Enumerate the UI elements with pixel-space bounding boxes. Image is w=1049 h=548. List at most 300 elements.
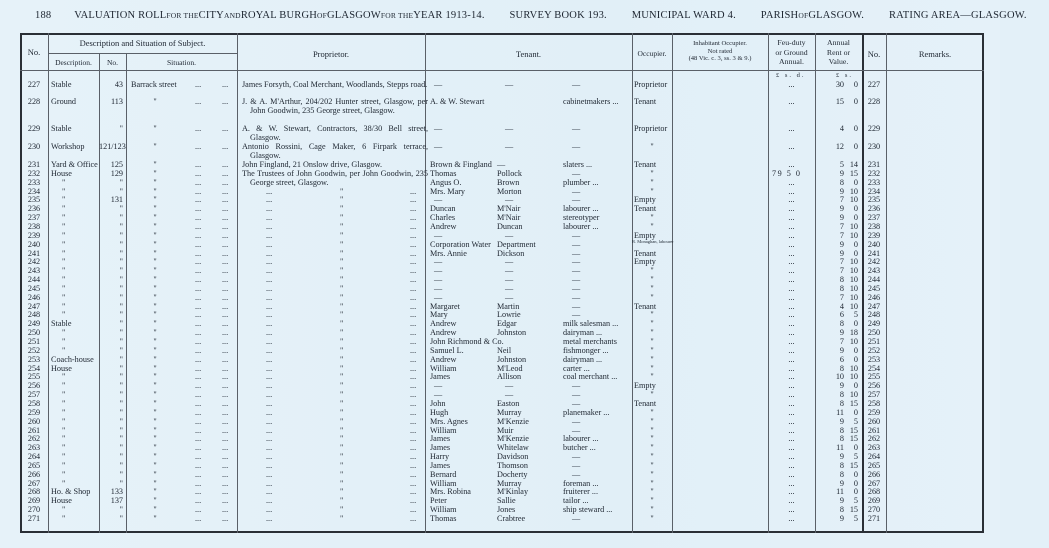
situation-leader: ... [195, 505, 202, 515]
tenant-designation: — [572, 398, 581, 408]
row-number: 236 [27, 204, 41, 214]
situation-leader: ... [222, 186, 229, 196]
proprietor-leader: ... [410, 213, 417, 223]
tenant-designation: labourer ... [563, 221, 599, 231]
occupier: " [650, 213, 654, 223]
situation-leader: ... [222, 337, 229, 346]
situation-leader: ... [195, 443, 202, 453]
occupier: " [650, 186, 654, 196]
tenant-first-name: Corporation Water [430, 239, 491, 249]
situation-leader: ... [222, 160, 229, 169]
tenant-designation: — [572, 381, 581, 391]
subject-number: 43 [114, 80, 123, 89]
proprietor-leader: ... [410, 328, 417, 338]
situation-leader: ... [195, 434, 202, 444]
row-number: 264 [27, 452, 41, 462]
tenant-surname: — [505, 257, 514, 267]
header-feu-line1: Feu-duty [777, 38, 806, 47]
feu-duty: ... [788, 177, 795, 187]
proprietor-ditto: " [340, 425, 344, 435]
row-number-right: 240 [867, 239, 881, 249]
rent-pounds: 8 [839, 398, 844, 408]
situation-leader: ... [195, 416, 202, 426]
subject-number: " [119, 230, 123, 240]
proprietor-leader: ... [410, 275, 417, 285]
occupier: " [650, 292, 654, 302]
row-number-right: 264 [867, 452, 881, 462]
tenant-first-name: A. & W. Stewart [430, 97, 485, 106]
situation-leader: ... [195, 398, 202, 408]
feu-duty: ... [788, 213, 795, 223]
row-number: 249 [27, 319, 41, 329]
tenant-designation: — [572, 257, 581, 267]
situation-ditto: " [153, 204, 157, 214]
tenant-first-name: Brown & Fingland [430, 160, 492, 169]
situation-leader: ... [195, 363, 202, 373]
tenant-first-name: John Richmond & Co. [430, 337, 504, 346]
situation-leader: ... [222, 292, 229, 302]
row-number: 256 [27, 381, 41, 391]
occupier: " [650, 283, 654, 293]
tenant-first-name: — [434, 80, 443, 89]
header-inhabitant-line3: (48 Vic. c. 3, ss. 3 & 9.) [688, 55, 752, 62]
tenant-designation: coal merchant ... [563, 372, 618, 382]
tenant-surname: Whitelaw [497, 443, 529, 453]
occupier: " [650, 514, 654, 523]
feu-duty: ... [788, 283, 795, 293]
rent-pounds: 7 [839, 266, 844, 276]
situation-ditto: " [153, 452, 157, 462]
subject-number: " [119, 425, 123, 435]
rent-shillings: 10 [849, 283, 858, 293]
tenant-first-name: Harry [430, 452, 450, 462]
row-number: 235 [27, 195, 41, 205]
tenant-designation: — [572, 469, 581, 479]
header-bottom-rule [20, 70, 984, 71]
situation-leader: ... [195, 390, 202, 400]
header-tenant: Tenant. [515, 49, 542, 59]
subject-number: 113 [111, 97, 123, 106]
tenant-first-name: — [434, 266, 443, 276]
occupier: Tenant [634, 204, 657, 214]
situation-ditto: " [153, 275, 157, 285]
feu-duty: ... [788, 142, 795, 151]
subject-number: " [119, 186, 123, 196]
description-ditto: " [62, 257, 66, 267]
subject-number: " [119, 398, 123, 408]
row-number-right: 256 [867, 381, 881, 391]
proprietor-leader: ... [410, 460, 417, 470]
proprietor-ditto: " [340, 434, 344, 444]
rent-pounds: 9 [839, 168, 844, 178]
rent-shillings: 18 [849, 328, 858, 338]
tenant-designation: — [572, 416, 581, 426]
situation-leader: ... [222, 354, 229, 364]
rent-pounds: 9 [839, 186, 844, 196]
feu-duty: ... [788, 487, 795, 497]
situation-ditto: " [153, 186, 157, 196]
subject-number: " [119, 310, 123, 320]
header-proprietor: Proprietor. [312, 49, 350, 59]
row-number-right: 248 [867, 310, 881, 320]
subject-number: " [119, 452, 123, 462]
row-description: Ho. & Shop [51, 487, 91, 497]
proprietor-ditto: " [340, 487, 344, 497]
tenant-surname: Easton [497, 398, 520, 408]
tenant-designation: slaters ... [563, 160, 593, 169]
tenant-designation: carter ... [563, 363, 590, 373]
tenant-first-name: — [434, 292, 443, 302]
tenant-first-name: — [434, 195, 443, 205]
tenant-surname: — [505, 195, 514, 205]
situation-ditto: " [153, 337, 157, 346]
situation-leader: ... [195, 195, 202, 205]
tenant-first-name: Thomas [430, 514, 457, 523]
occupier: " [650, 505, 654, 515]
occupier-note [632, 239, 672, 244]
proprietor-ditto: " [340, 221, 344, 231]
tenant-surname: — [505, 283, 514, 293]
situation-ditto: " [153, 469, 157, 479]
row-number-right: 238 [867, 221, 881, 231]
occupier: " [650, 275, 654, 285]
header-remarks: Remarks. [918, 49, 952, 59]
title-fragment: VALUATION ROLL [74, 10, 167, 21]
proprietor-leader: ... [410, 469, 417, 479]
row-number-right: 230 [867, 142, 881, 151]
row-number: 269 [27, 496, 41, 506]
rent-pounds: 9 [839, 416, 844, 426]
situation-leader: ... [195, 230, 202, 240]
description-ditto: " [62, 416, 66, 426]
situation-leader: ... [195, 213, 202, 223]
description-ditto: " [62, 230, 66, 240]
tenant-first-name: William [430, 478, 457, 488]
tenant-designation: foreman ... [563, 478, 599, 488]
description-ditto: " [62, 398, 66, 408]
situation-ditto: " [153, 514, 157, 523]
title-fragment: YEAR 1913-14. [413, 10, 485, 21]
tenant-first-name: Duncan [430, 204, 456, 214]
situation-leader: ... [222, 168, 229, 178]
header-inhabitant-line1: Inhabitant Occupier. [693, 40, 747, 47]
tenant-first-name: William [430, 363, 457, 373]
tenant-designation: — [572, 283, 581, 293]
occupier: " [650, 345, 654, 355]
row-number-right: 253 [867, 354, 881, 364]
title-fragment: GLASGOW [327, 10, 381, 21]
situation-leader: ... [222, 266, 229, 276]
rent-pounds: 30 [835, 80, 844, 89]
row-number: 230 [27, 142, 41, 151]
rent-pounds: 7 [839, 257, 844, 267]
tenant-surname: Sallie [497, 496, 516, 506]
tenant-first-name: Angus O. [430, 177, 462, 187]
row-number-right: 227 [867, 80, 881, 89]
tenant-first-name: Charles [430, 213, 456, 223]
proprietor-leader: ... [266, 425, 273, 435]
rent-pounds: 11 [836, 443, 844, 453]
tenant-first-name: Margaret [430, 301, 460, 311]
row-number: 267 [27, 478, 41, 488]
description-ditto: " [62, 328, 66, 338]
row-number: 234 [27, 186, 41, 196]
header-annual-rent [815, 38, 862, 67]
subject-number: " [119, 434, 123, 444]
occupier: " [650, 407, 654, 417]
tenant-first-name: William [430, 505, 457, 515]
occupier: " [650, 452, 654, 462]
description-ditto: " [62, 443, 66, 453]
situation-ditto: " [153, 434, 157, 444]
occupier: " [650, 354, 654, 364]
situation-ditto: " [153, 487, 157, 497]
situation-ditto: " [153, 292, 157, 302]
rent-shillings: 15 [849, 425, 858, 435]
row-number: 255 [27, 372, 41, 382]
tenant-surname: Docherty [497, 469, 528, 479]
rent-pounds: 11 [836, 407, 844, 417]
title-fragment: GLASGOW. [808, 10, 865, 21]
subject-number: " [119, 221, 123, 231]
tenant-first-name: — [434, 390, 443, 400]
feu-duty: ... [788, 452, 795, 462]
proprietor: A. & W. Stewart, Contractors, 38/30 Bell street, Glasgow. [242, 124, 428, 143]
rent-shillings: 10 [849, 337, 858, 346]
row-number-right: 246 [867, 292, 881, 302]
situation-ditto: " [153, 239, 157, 249]
tenant-surname: Department [497, 239, 536, 249]
proprietor-leader: ... [266, 319, 273, 329]
row-number-right: 260 [867, 416, 881, 426]
situation-leader: ... [222, 478, 229, 488]
subject-number: " [119, 469, 123, 479]
rent-pounds: 8 [839, 319, 844, 329]
proprietor-leader: ... [410, 204, 417, 214]
situation-ditto: " [153, 460, 157, 470]
row-number: 229 [27, 124, 41, 133]
rent-pounds: 12 [835, 142, 844, 151]
tenant-first-name: James [430, 434, 451, 444]
description-ditto: " [62, 204, 66, 214]
tenant-designation: — [572, 301, 581, 311]
tenant-surname: Murray [497, 478, 522, 488]
rent-shillings: 0 [853, 80, 858, 89]
row-number: 257 [27, 390, 41, 400]
rent-shillings: 10 [849, 301, 858, 311]
occupier: " [650, 425, 654, 435]
situation-ditto: " [153, 310, 157, 320]
rent-pounds: 7 [839, 292, 844, 302]
row-number-right: 270 [867, 505, 881, 515]
rent-shillings: 0 [853, 204, 858, 214]
proprietor-leader: ... [410, 443, 417, 453]
row-number: 232 [27, 168, 41, 178]
proprietor-leader: ... [410, 221, 417, 231]
rent-shillings: 10 [849, 195, 858, 205]
feu-duty: ... [788, 275, 795, 285]
subject-number: " [119, 257, 123, 267]
situation-leader: ... [222, 310, 229, 320]
feu-duty: ... [788, 363, 795, 373]
rent-shillings: 5 [853, 496, 858, 506]
description-ditto: " [62, 478, 66, 488]
situation-ditto: " [153, 213, 157, 223]
situation-ditto: " [153, 345, 157, 355]
tenant-surname: — [505, 292, 514, 302]
proprietor-leader: ... [266, 496, 273, 506]
row-number-right: 265 [867, 460, 881, 470]
situation-ditto: " [153, 505, 157, 515]
subject-number: " [119, 390, 123, 400]
row-number: 237 [27, 213, 41, 223]
municipal-ward: MUNICIPAL WARD 4. [631, 10, 736, 21]
proprietor-ditto: " [340, 460, 344, 470]
proprietor-leader: ... [410, 452, 417, 462]
tenant-designation: metal merchants [563, 337, 617, 346]
situation-leader: ... [222, 398, 229, 408]
situation-leader: ... [222, 213, 229, 223]
situation-leader: ... [222, 505, 229, 515]
rent-pounds: 7 [839, 337, 844, 346]
tenant-first-name: Mrs. Annie [430, 248, 467, 258]
header-feu-line3: Annual. [779, 57, 804, 66]
rent-pounds: 8 [839, 363, 844, 373]
feu-duty: ... [788, 292, 795, 302]
proprietor-leader: ... [410, 363, 417, 373]
annual-units: £ s. [836, 72, 854, 79]
tenant-designation: labourer ... [563, 434, 599, 444]
description-ditto: " [62, 186, 66, 196]
tenant-designation: fruiterer ... [563, 487, 599, 497]
row-description: Workshop [51, 142, 85, 151]
rent-shillings: 5 [853, 416, 858, 426]
description-ditto: " [62, 514, 66, 523]
feu-duty: ... [788, 186, 795, 196]
tenant-surname: — [497, 160, 506, 169]
tenant-first-name: John [430, 398, 446, 408]
row-number-right: 234 [867, 186, 881, 196]
rating-area: RATING AREA—GLASGOW. [888, 10, 1027, 21]
occupier: " [650, 310, 654, 320]
row-number: 263 [27, 443, 41, 453]
row-number-right: 258 [867, 398, 881, 408]
tenant-first-name: Andrew [430, 354, 457, 364]
situation-leader: ... [222, 487, 229, 497]
tenant-surname: M'Kinlay [497, 487, 529, 497]
occupier: " [650, 142, 654, 151]
header-description: Description. [55, 58, 92, 67]
occupier: Tenant [634, 301, 657, 311]
proprietor-leader: ... [410, 345, 417, 355]
column-rule [237, 33, 238, 533]
row-number-right: 231 [867, 160, 881, 169]
tenant-surname: Pollock [497, 168, 523, 178]
occupier: Tenant [634, 398, 657, 408]
row-number-right: 242 [867, 257, 881, 267]
situation-leader: ... [222, 381, 229, 391]
situation-leader: ... [195, 487, 202, 497]
proprietor-leader: ... [266, 292, 273, 302]
proprietor-leader: ... [410, 505, 417, 515]
subject-number: " [119, 275, 123, 285]
situation-ditto: " [153, 195, 157, 205]
occupier-note-text: R. Monaghan, labourer [632, 238, 674, 244]
situation-ditto: " [153, 319, 157, 329]
tenant-surname: — [505, 390, 514, 400]
rent-shillings: 10 [849, 186, 858, 196]
feu-duty: ... [788, 328, 795, 338]
header-occupier: Occupier. [637, 49, 667, 58]
row-number-right: 255 [867, 372, 881, 382]
feu-duty: ... [788, 416, 795, 426]
feu-duty: ... [788, 97, 795, 106]
situation-leader: ... [222, 363, 229, 373]
situation-leader: ... [195, 337, 202, 346]
tenant-designation: — [572, 425, 581, 435]
proprietor-leader: ... [266, 239, 273, 249]
feu-duty: ... [788, 398, 795, 408]
proprietor-leader: ... [266, 443, 273, 453]
rent-pounds: 5 [839, 160, 844, 169]
proprietor-leader: ... [266, 478, 273, 488]
situation-leader: ... [195, 142, 202, 151]
proprietor-leader: ... [410, 496, 417, 506]
situation-ditto: " [153, 266, 157, 276]
rent-pounds: 9 [839, 328, 844, 338]
proprietor-ditto: " [340, 469, 344, 479]
subject-number: " [119, 372, 123, 382]
tenant-designation: — [572, 452, 581, 462]
row-description: Stable [51, 80, 72, 89]
header-annual-line2: Rent or [826, 47, 851, 57]
tenant-designation: — [572, 460, 581, 470]
situation-ditto: " [153, 372, 157, 382]
proprietor: The Trustees of John Goodwin, per John Goodwin, 235 George street, Glasgow. [242, 168, 428, 188]
feu-duty: ... [788, 248, 795, 258]
proprietor-leader: ... [266, 514, 273, 523]
column-rule [48, 33, 49, 533]
feu-duty: ... [788, 469, 795, 479]
row-number: 268 [27, 487, 41, 497]
tenant-designation: — [572, 239, 581, 249]
situation-leader: ... [195, 514, 202, 523]
tenant-first-name: — [434, 257, 443, 267]
description-ditto: " [62, 434, 66, 444]
feu-units: £ s. d. [776, 72, 806, 79]
proprietor-leader: ... [266, 469, 273, 479]
situation-ditto: " [153, 97, 157, 106]
description-ditto: " [62, 239, 66, 249]
proprietor-ditto: " [340, 257, 344, 267]
tenant-first-name: William [430, 425, 457, 435]
column-rule [126, 53, 127, 533]
row-number: 240 [27, 239, 41, 249]
description-ditto: " [62, 283, 66, 293]
tenant-surname: Murray [497, 407, 522, 417]
description-ditto: " [62, 390, 66, 400]
rent-pounds: 8 [839, 460, 844, 470]
description-ditto: " [62, 248, 66, 258]
subject-number: " [119, 407, 123, 417]
rent-shillings: 10 [849, 390, 858, 400]
tenant-surname: Duncan [497, 221, 523, 231]
tenant-surname: Jones [497, 505, 516, 515]
rent-shillings: 0 [853, 239, 858, 249]
rent-shillings: 10 [849, 230, 858, 240]
description-ditto: " [62, 301, 66, 311]
tenant-designation: fishmonger ... [563, 345, 609, 355]
